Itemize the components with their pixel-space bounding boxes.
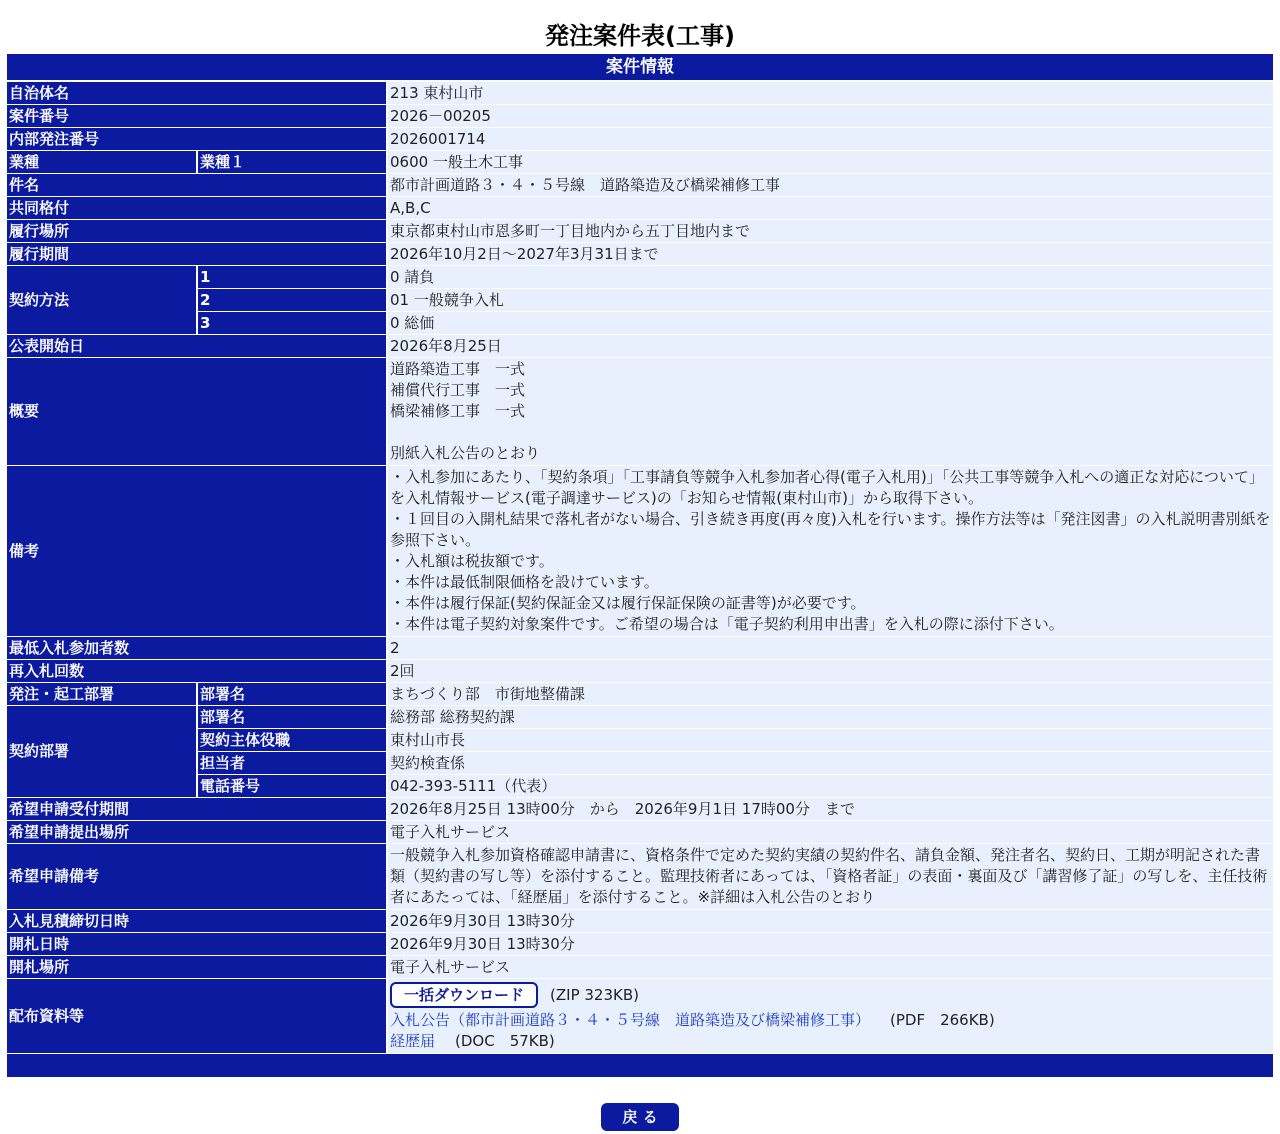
- sublabel-contract-method: 3: [198, 312, 388, 335]
- label-subject: 件名: [7, 174, 388, 197]
- value-contract-dept: 総務部 総務契約課: [388, 706, 1273, 729]
- label-contract-method: 契約方法: [7, 266, 198, 335]
- value-rebid-count: 2回: [388, 660, 1273, 683]
- sublabel-contract-dept: 担当者: [198, 752, 388, 775]
- sublabel-contract-method: 2: [198, 289, 388, 312]
- row-application-remarks: [7, 844, 1273, 910]
- download-all-button[interactable]: 一括ダウンロード: [390, 982, 538, 1008]
- value-bid-deadline: 2026年9月30日 13時30分: [388, 910, 1273, 933]
- label-application-period: 希望申請受付期間: [7, 798, 388, 821]
- value-joint-rating: A,B,C: [388, 197, 1273, 220]
- download-all-meta: (ZIP 323KB): [550, 986, 639, 1004]
- label-application-place: 希望申請提出場所: [7, 821, 388, 844]
- label-industry: 業種: [7, 151, 198, 174]
- label-municipality: 自治体名: [7, 82, 388, 105]
- label-ordering-dept: 発注・起工部署: [7, 683, 198, 706]
- summary-line: 補償代行工事 一式: [390, 381, 526, 399]
- document-link-career[interactable]: 経歴届: [390, 1032, 436, 1050]
- value-summary: [388, 358, 1273, 466]
- label-bid-deadline: 入札見積締切日時: [7, 910, 388, 933]
- value-internal-number: 2026001714: [388, 128, 1273, 151]
- label-contract-dept: 契約部署: [7, 706, 198, 798]
- remarks-line: ・本件は電子契約対象案件です。ご希望の場合は「電子契約利用申出書」を入札の際に添付下さい。: [390, 615, 1064, 633]
- table-footer-bar: [7, 1054, 1273, 1078]
- row-contract-dept-1: [7, 706, 1273, 729]
- document-link-notice[interactable]: 入札公告（都市計画道路３・４・５号線 道路築造及び橋梁補修工事）: [390, 1011, 871, 1029]
- value-contract-method: 0 請負: [388, 266, 1273, 289]
- sublabel-contract-dept: 契約主体役職: [198, 729, 388, 752]
- row-industry: [7, 151, 1273, 174]
- value-remarks: [388, 466, 1273, 637]
- remarks-line: ・入札参加にあたり、「契約条項」「工事請負等競争入札参加者心得(電子入札用)」「公共工事等競争入札への適正な対応について」を入札情報サービス(電子調達サービス)の「お知らせ情報(東村山市)」から取得下さい。: [390, 468, 1264, 507]
- value-case-number: 2026－00205: [388, 105, 1273, 128]
- value-opening-datetime: 2026年9月30日 13時30分: [388, 933, 1273, 956]
- row-ordering-dept: [7, 683, 1273, 706]
- sublabel-ordering-dept: 部署名: [198, 683, 388, 706]
- value-contract-method: 0 総価: [388, 312, 1273, 335]
- label-opening-datetime: 開札日時: [7, 933, 388, 956]
- value-application-remarks: 一般競争入札参加資格確認申請書に、資格条件で定めた契約実績の契約件名、請負金額、発注者名、契約日、工期が明記された書類（契約書の写し等）を添付すること。監理技術者にあっては、「資格者証」の表面・裏面及び「講習修了証」の写しを、主任技術者にあたっては、「経歴届」を添付すること。※詳細は入札公告のとおり: [388, 844, 1273, 910]
- row-subject: [7, 174, 1273, 197]
- sublabel-contract-method: 1: [198, 266, 388, 289]
- value-contract-dept: 042-393-5111（代表）: [388, 775, 1273, 798]
- label-opening-place: 開札場所: [7, 956, 388, 979]
- remarks-line: ・本件は履行保証(契約保証金又は履行保証保険の証書等)が必要です。: [390, 594, 866, 612]
- label-publish-date: 公表開始日: [7, 335, 388, 358]
- document-meta: (PDF 266KB): [890, 1011, 995, 1029]
- row-case-number: [7, 105, 1273, 128]
- value-application-place: 電子入札サービス: [388, 821, 1273, 844]
- row-documents: [7, 979, 1273, 1054]
- row-application-place: [7, 821, 1273, 844]
- row-contract-method-1: [7, 266, 1273, 289]
- label-period: 履行期間: [7, 243, 388, 266]
- row-opening-datetime: [7, 933, 1273, 956]
- row-summary: [7, 358, 1273, 466]
- value-contract-dept: 東村山市長: [388, 729, 1273, 752]
- value-subject: 都市計画道路３・４・５号線 道路築造及び橋梁補修工事: [388, 174, 1273, 197]
- label-documents: 配布資料等: [7, 979, 388, 1054]
- row-remarks: [7, 466, 1273, 637]
- row-bid-deadline: [7, 910, 1273, 933]
- row-application-period: [7, 798, 1273, 821]
- back-button[interactable]: 戻 る: [601, 1103, 679, 1131]
- remarks-line: ・１回目の入開札結果で落札者がない場合、引き続き再度(再々度)入札を行います。操作方法等は「発注図書」の入札説明書別紙を参照下さい。: [390, 510, 1271, 549]
- label-rebid-count: 再入札回数: [7, 660, 388, 683]
- document-meta: (DOC 57KB): [455, 1032, 555, 1050]
- page-title: 発注案件表(工事): [545, 22, 735, 50]
- summary-line: [390, 422, 1271, 443]
- label-internal-number: 内部発注番号: [7, 128, 388, 151]
- remarks-line: ・本件は最低制限価格を設けています。: [390, 573, 659, 591]
- value-location: 東京都東村山市恩多町一丁目地内から五丁目地内まで: [388, 220, 1273, 243]
- value-min-bidders: 2: [388, 637, 1273, 660]
- value-period: 2026年10月2日～2027年3月31日まで: [388, 243, 1273, 266]
- value-industry: 0600 一般土木工事: [388, 151, 1273, 174]
- case-info-table: [7, 54, 1273, 1078]
- row-footer: [7, 1054, 1273, 1078]
- sublabel-contract-dept: 部署名: [198, 706, 388, 729]
- row-joint-rating: [7, 197, 1273, 220]
- label-application-remarks: 希望申請備考: [7, 844, 388, 910]
- section-header: 案件情報: [7, 54, 1273, 82]
- label-remarks: 備考: [7, 466, 388, 637]
- value-documents: [388, 979, 1273, 1054]
- value-publish-date: 2026年8月25日: [388, 335, 1273, 358]
- label-joint-rating: 共同格付: [7, 197, 388, 220]
- remarks-line: ・入札額は税抜額です。: [390, 552, 554, 570]
- summary-line: 橋梁補修工事 一式: [390, 402, 526, 420]
- value-opening-place: 電子入札サービス: [388, 956, 1273, 979]
- sublabel-industry: 業種１: [198, 151, 388, 174]
- row-opening-place: [7, 956, 1273, 979]
- value-contract-dept: 契約検査係: [388, 752, 1273, 775]
- label-summary: 概要: [7, 358, 388, 466]
- sublabel-contract-dept: 電話番号: [198, 775, 388, 798]
- value-application-period: 2026年8月25日 13時00分 から 2026年9月1日 17時00分 まで: [388, 798, 1273, 821]
- summary-line: 道路築造工事 一式: [390, 360, 526, 378]
- value-ordering-dept: まちづくり部 市街地整備課: [388, 683, 1273, 706]
- label-min-bidders: 最低入札参加者数: [7, 637, 388, 660]
- row-period: [7, 243, 1273, 266]
- row-rebid-count: [7, 660, 1273, 683]
- value-contract-method: 01 一般競争入札: [388, 289, 1273, 312]
- summary-line: 別紙入札公告のとおり: [390, 444, 541, 462]
- value-municipality: 213 東村山市: [388, 82, 1273, 105]
- label-case-number: 案件番号: [7, 105, 388, 128]
- row-internal-number: [7, 128, 1273, 151]
- label-location: 履行場所: [7, 220, 388, 243]
- row-municipality: [7, 82, 1273, 105]
- row-publish-date: [7, 335, 1273, 358]
- row-location: [7, 220, 1273, 243]
- row-min-bidders: [7, 637, 1273, 660]
